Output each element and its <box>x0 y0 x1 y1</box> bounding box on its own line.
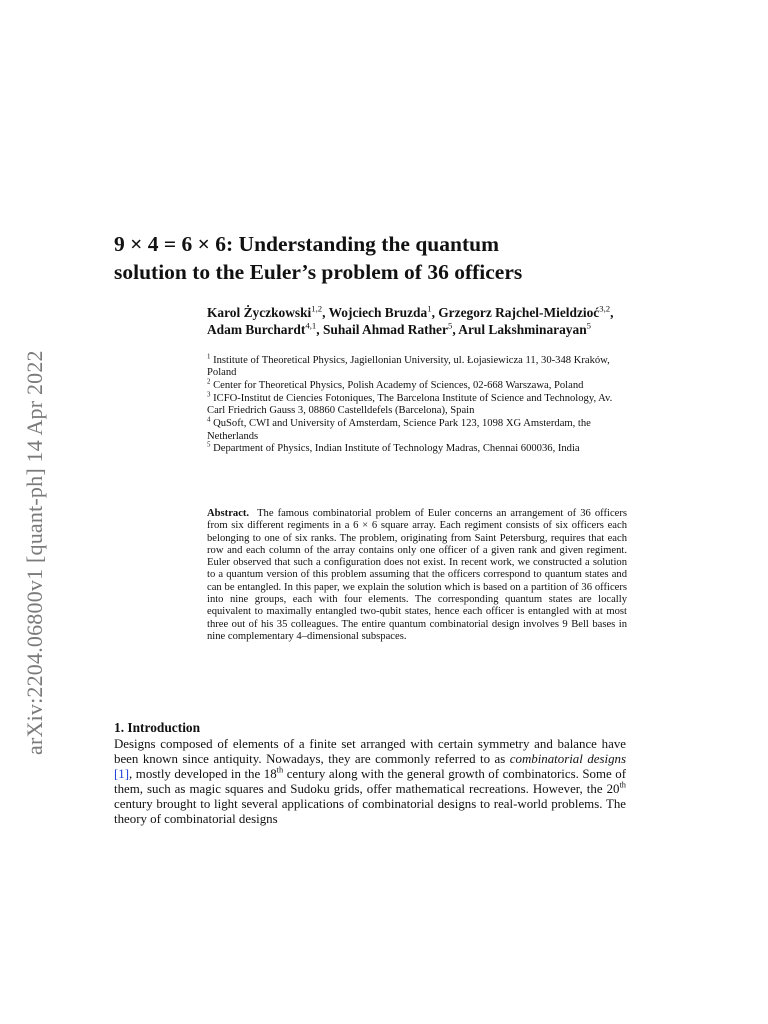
abstract-label: Abstract. <box>207 508 250 519</box>
author: Suhail Ahmad Rather$^5$, <box>322 320 459 337</box>
affiliation-list <box>207 355 632 456</box>
affiliation: $^2$ Center for Theoretical Physics, Polish Academy of Sciences, 02-668 Warszawa, Poland <box>207 378 584 392</box>
author: Wojciech Bruzda$^1$, <box>328 303 439 320</box>
affiliation: $^1$ Institute of Theoretical Physics, Jagiellonian University, ul. Łojasiewicza 11, 30-348 Kraków, Poland <box>207 353 610 379</box>
author: Karol Życzkowski$^{1,2}$, <box>207 303 329 320</box>
paper-title <box>114 230 674 286</box>
affiliation: $^3$ ICFO-Institut de Ciencies Fotoniques, The Barcelona Institute of Science and Technology, Av. Carl Friedrich Gauss 3, 08860 Castelldefels (Barcelona), Spain <box>207 391 613 417</box>
author: Arul Lakshminarayan$^5$ <box>458 320 591 337</box>
affiliation: $^4$ QuSoft, CWI and University of Amsterdam, Science Park 123, 1098 XG Amsterdam, the Netherlands <box>207 416 591 442</box>
author: Grzegorz Rajchel-Mieldzioć$^{3,2}$, <box>438 303 614 320</box>
affiliation: $^5$ Department of Physics, Indian Institute of Technology Madras, Chennai 600036, India <box>207 441 580 455</box>
author: Adam Burchardt$^{4,1}$, <box>207 320 323 337</box>
title-line-1: 9 × 4 = 6 × 6: Understanding the quantum <box>114 232 499 256</box>
arxiv-stamp: arXiv:2204.06800v1 [quant-ph] 14 Apr 2022 <box>22 350 47 755</box>
section-heading-introduction: 1. Introduction <box>114 720 201 735</box>
abstract-text: The famous combinatorial problem of Euler concerns an arrangement of 36 officers from six different regiments in a 6 × 6 square array. Each regiment consists of six officers each belonging to one of six ranks. The problem, originating from Saint Petersburg, requires that each row and each column of the array contains only one officer of a given rank and given regiment. Euler observed that such a configuration does not exist. In recent work, we constructed a solution to a quantum version of this problem assuming that the officers correspond to quantum states and can be entangled. In this paper, we explain the solution which is based on a partition of 36 officers into nine groups, each with four elements. The corresponding quantum states are locally equivalent to maximally entangled two-qubit states, hence each officer is entangled with at most three out of his 35 colleagues. The entire quantum combinatorial design involves 9 Bell bases in nine complementary 4–dimensional subspaces. <box>207 508 627 642</box>
abstract <box>207 508 627 643</box>
introduction-paragraph: Designs composed of elements of a finite set arranged with certain symmetry and balance have been known since antiquity. Nowadays, they are commonly referred to as combinatorial designs [1], mostly developed in the 18th century along with the general growth of combinatorics. Some of them, such as magic squares and Sudoku grids, offer mathematical recreations. However, the 20th century brought to light several applications of combinatorial designs to real-world problems. The theory of combinatorial designs <box>114 737 626 826</box>
citation-link[interactable]: [1] <box>114 767 130 781</box>
title-line-2: solution to the Euler’s problem of 36 officers <box>114 260 523 284</box>
author-list <box>207 304 627 338</box>
